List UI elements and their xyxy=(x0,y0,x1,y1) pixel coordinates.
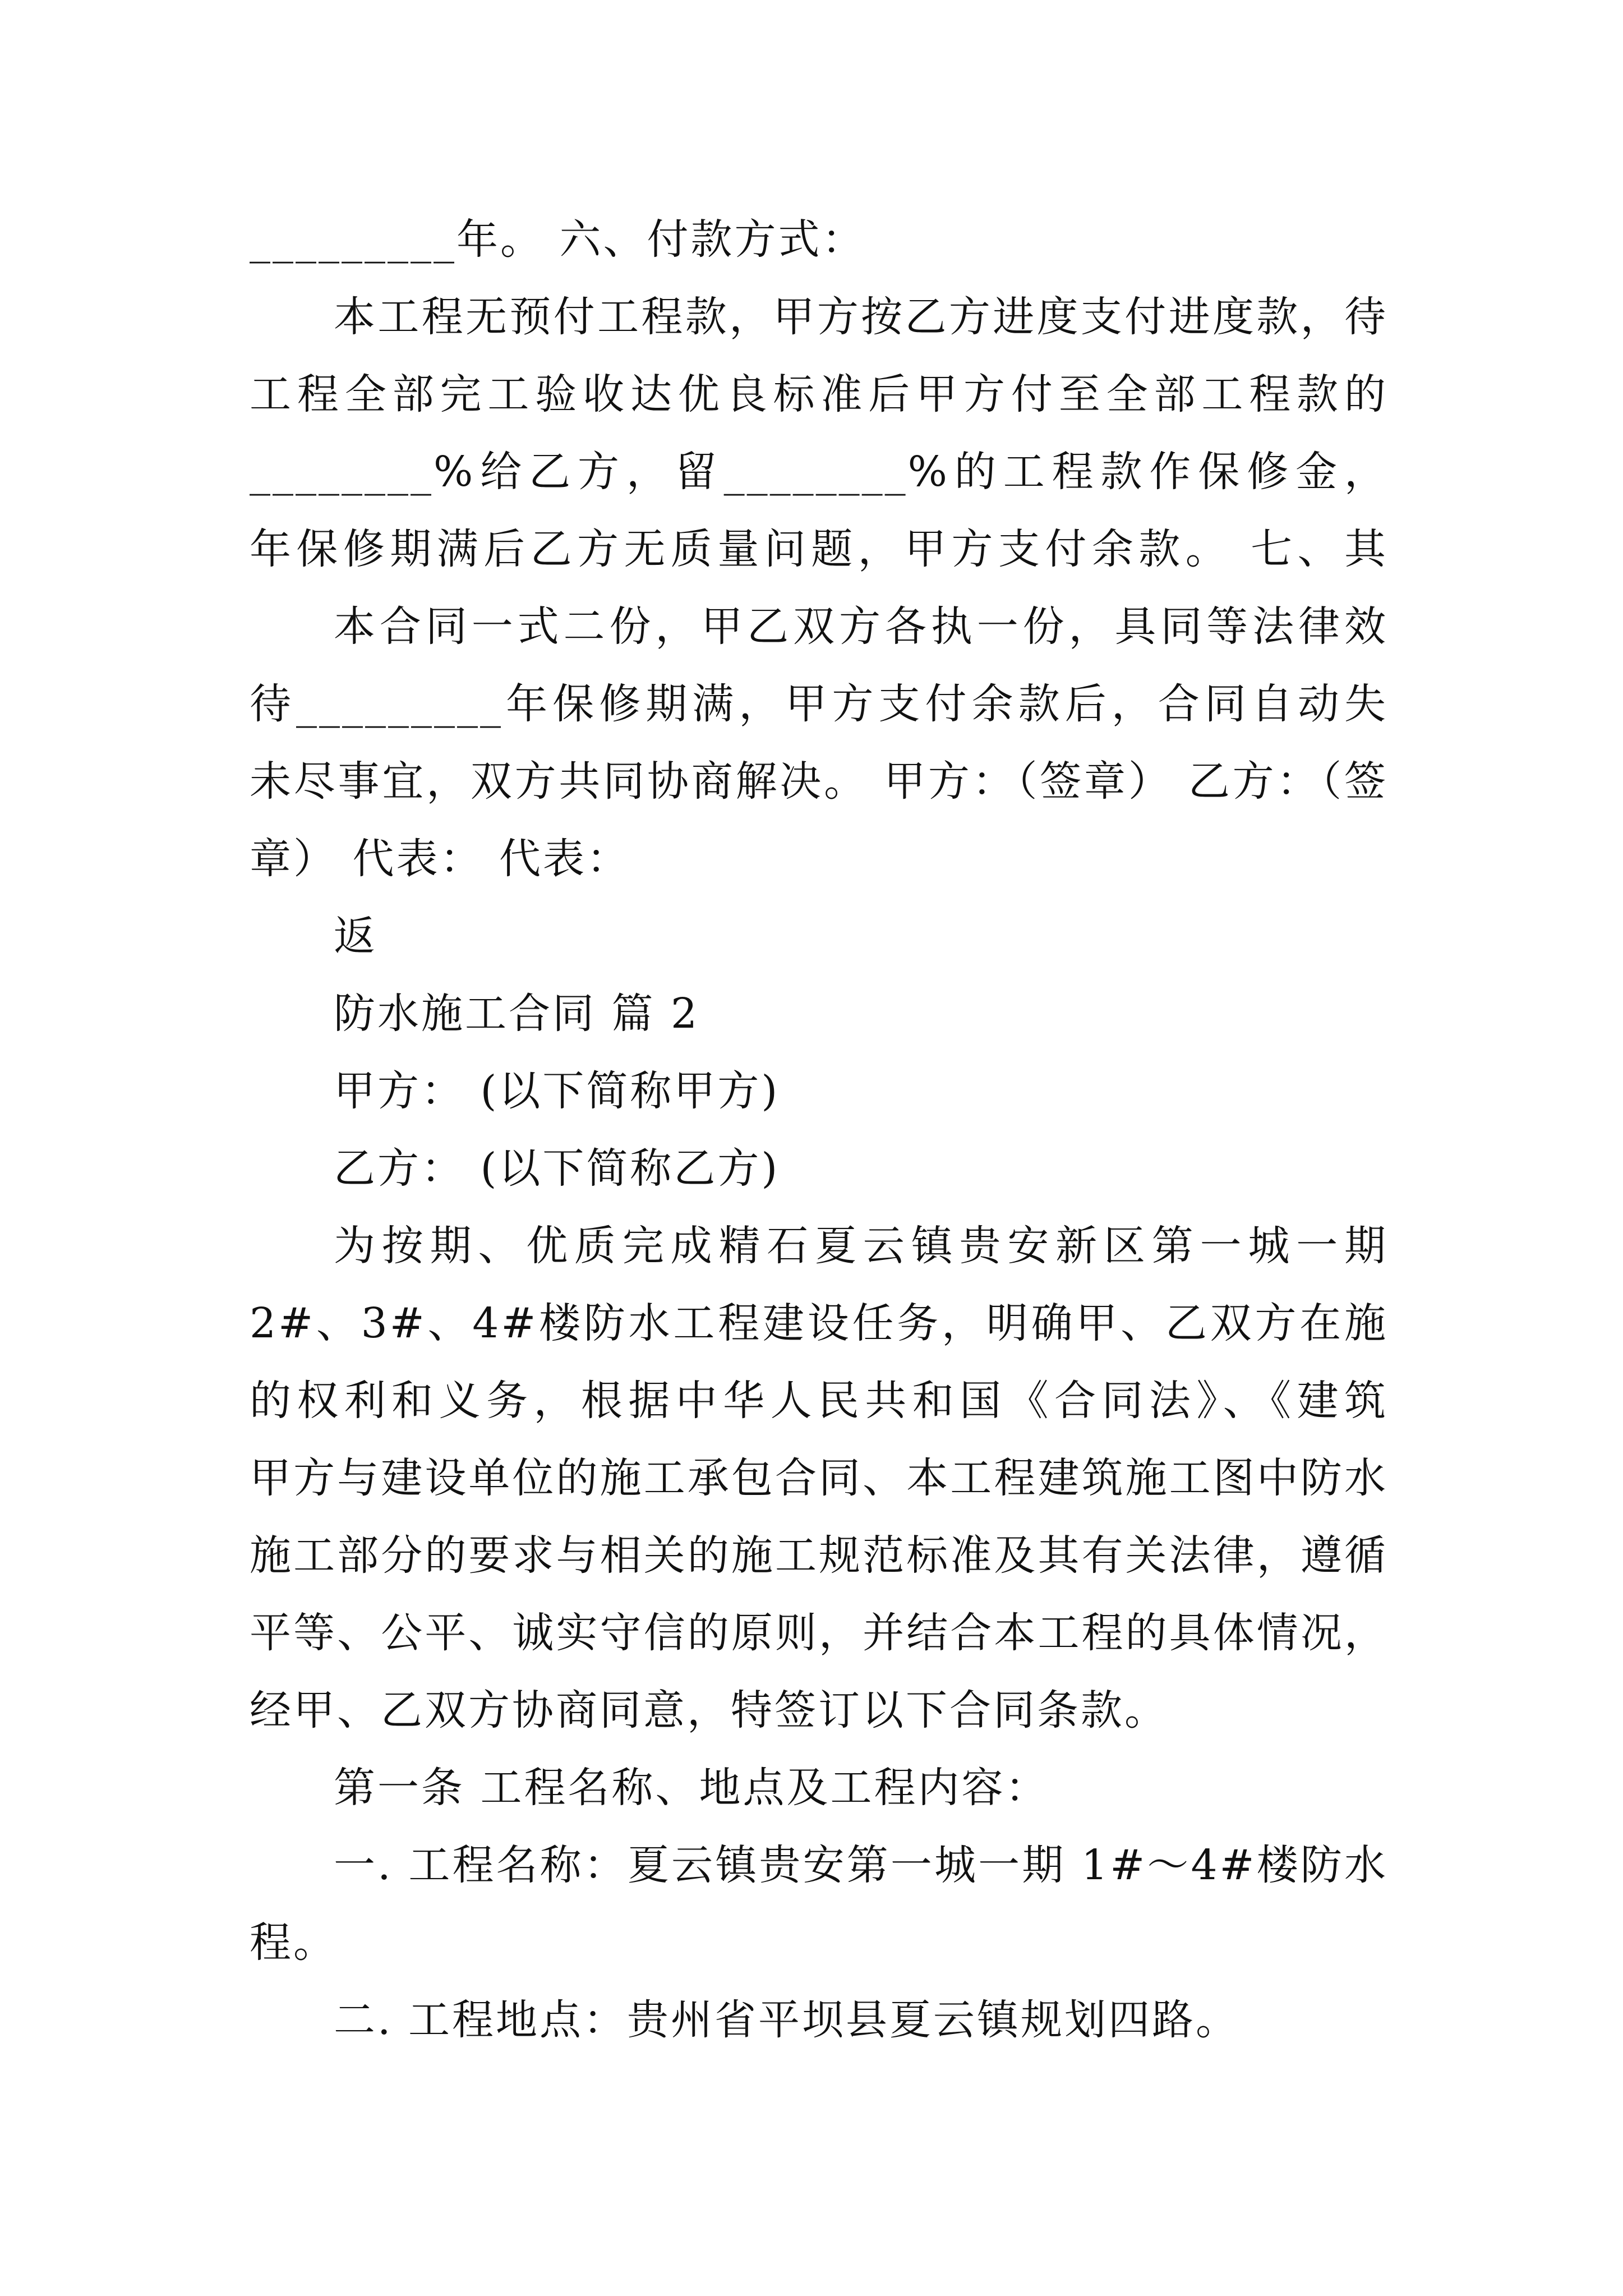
text-line: 二. 工程地点：贵州省平坝县夏云镇规划四路。 xyxy=(334,1996,1240,2044)
text-line: 防水施工合同 篇 2 xyxy=(334,990,700,1038)
text-line: 待_________年保修期满，甲方支付余款后，合同自动失 xyxy=(250,680,1388,728)
text-line: 甲方与建设单位的施工承包合同、本工程建筑施工图中防水 xyxy=(250,1454,1388,1502)
text-line: 施工部分的要求与相关的施工规范标准及其有关法律，遵循 xyxy=(250,1531,1388,1580)
text-line: 为按期、优质完成精石夏云镇贵安新区第一城一期 xyxy=(334,1222,1388,1270)
text-line: 的权利和义务，根据中华人民共和国《合同法》、《建筑 xyxy=(250,1377,1388,1425)
text-line: 2#、3#、4#楼防水工程建设任务，明确甲、乙双方在施 xyxy=(250,1299,1388,1347)
text-line: 经甲、乙双方协商同意，特签订以下合同条款。 xyxy=(250,1686,1168,1734)
text-line: 乙方： (以下简称乙方) xyxy=(334,1144,780,1193)
text-line: 未尽事宜，双方共同协商解决。 甲方：（签章） 乙方：（签 xyxy=(250,757,1388,806)
text-line: 程。 xyxy=(250,1918,337,1967)
text-line: 本工程无预付工程款，甲方按乙方进度支付进度款，待 xyxy=(334,293,1388,341)
text-line: ________%给乙方，留________%的工程款作保修金， xyxy=(250,448,1388,496)
text-line: 返 xyxy=(334,912,377,960)
document-body xyxy=(250,201,1388,2059)
text-line: 平等、公平、诚实守信的原则，并结合本工程的具体情况， xyxy=(250,1609,1388,1657)
text-line: 本合同一式二份，甲乙双方各执一份，具同等法律效 xyxy=(334,602,1388,651)
text-line: 年保修期满后乙方无质量问题，甲方支付余款。 七、其 xyxy=(250,525,1388,573)
text-line: 工程全部完工验收达优良标准后甲方付至全部工程款的 xyxy=(250,370,1388,418)
text-line: 甲方： (以下简称甲方) xyxy=(334,1067,780,1115)
text-line: 章） 代表： 代表： xyxy=(250,835,631,883)
text-line: 一. 工程名称：夏云镇贵安第一城一期 1#～4#楼防水 xyxy=(334,1841,1388,1889)
text-line: 第一条 工程名称、地点及工程内容： xyxy=(334,1764,1049,1812)
text-line: _________年。 六、付款方式： xyxy=(250,215,866,264)
